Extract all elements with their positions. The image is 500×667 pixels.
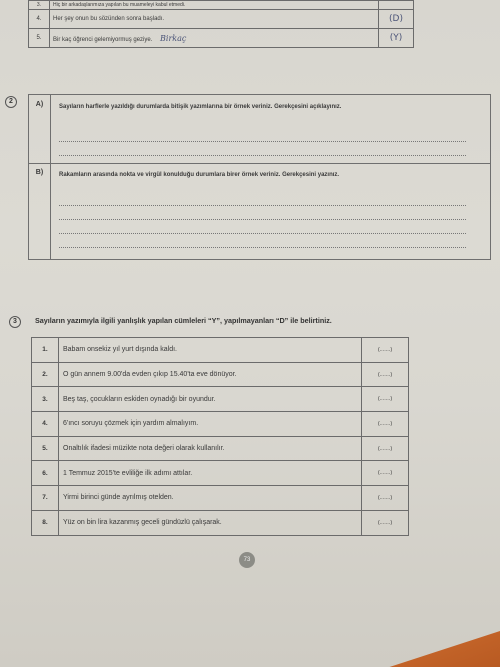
page-number: 73: [239, 552, 255, 568]
table-row: [32, 412, 409, 437]
table-row: [29, 29, 414, 48]
answer-blank: (.......): [362, 362, 409, 387]
answer-blank: (.......): [362, 486, 409, 511]
row-number: 5.: [32, 436, 59, 461]
answer-line: [59, 233, 466, 234]
answer-blank: (.......): [362, 338, 409, 363]
part-question-text: Rakamların arasında nokta ve virgül konulduğu durumlara birer örnek veriniz. Gerekçesini yazınız.: [59, 172, 340, 178]
question3-title: Sayıların yazımıyla ilgili yanlışlık yapılan cümleleri “Y”, yapılmayanları “D” ile belirtiniz.: [35, 316, 332, 325]
handwritten-note: Birkaç: [160, 33, 187, 43]
table-row: [32, 362, 409, 387]
answer-blank: (.......): [362, 461, 409, 486]
row-text: Bir kaç öğrenci gelemiyormuş geziye.: [53, 36, 153, 43]
table-row: [32, 338, 409, 363]
row-text: Beş taş, çocukların eskiden oynadığı bir oyundur.: [59, 387, 362, 412]
row-number: 4.: [32, 412, 59, 437]
answer-blank: (.......): [362, 510, 409, 535]
row-number: 1.: [32, 338, 59, 363]
top-table: [28, 0, 414, 48]
row-text-cell: [50, 29, 379, 48]
part-question-text: Sayıların harflerle yazıldığı durumlarda bitişik yazımlarına bir örnek veriniz. Gerekçesini açıklayınız.: [59, 104, 342, 110]
row-text: O gün annem 9.00'da evden çıkıp 15.40'ta eve dönüyor.: [59, 362, 362, 387]
row-number: 7.: [32, 486, 59, 511]
row-text: 1 Temmuz 2015'te evliliğe ilk adımı attılar.: [59, 461, 362, 486]
row-text: Hiç bir arkadaşlarımıza yapılan bu muameleyi kabul etmedi.: [50, 1, 379, 10]
answer-line: [59, 141, 466, 142]
question2-part-a: [29, 95, 490, 164]
table-row: [32, 486, 409, 511]
answer-line: [59, 205, 466, 206]
table-row: [32, 461, 409, 486]
row-text: 6'ıncı soruyu çözmek için yardım almalıyım.: [59, 412, 362, 437]
row-answer: [379, 1, 414, 10]
row-number: 6.: [32, 461, 59, 486]
row-number: 5.: [29, 29, 50, 48]
part-label: A): [29, 95, 51, 163]
answer-line: [59, 219, 466, 220]
row-text: Her şey onun bu sözünden sonra başladı.: [50, 10, 379, 29]
row-text: Yirmi birinci günde ayrılmış otelden.: [59, 486, 362, 511]
row-answer: (D): [379, 10, 414, 29]
row-number: 8.: [32, 510, 59, 535]
row-text: Babam onsekiz yıl yurt dışında kaldı.: [59, 338, 362, 363]
table-row: [32, 436, 409, 461]
table-row: [29, 10, 414, 29]
row-number: 4.: [29, 10, 50, 29]
answer-line: [59, 155, 466, 156]
answer-blank: (.......): [362, 412, 409, 437]
question2-box: [28, 94, 491, 260]
question-number-badge: 3: [9, 316, 21, 328]
row-text: Yüz on bin lira kazanmış geceli gündüzlü çalışarak.: [59, 510, 362, 535]
table-row: [32, 510, 409, 535]
question2-part-b: [29, 163, 490, 259]
row-answer: (Y): [379, 29, 414, 48]
answer-line: [59, 247, 466, 248]
table-row: [32, 387, 409, 412]
row-number: 3.: [32, 387, 59, 412]
question3-table: [31, 337, 409, 536]
row-number: 2.: [32, 362, 59, 387]
question-number-badge: 2: [5, 96, 17, 108]
answer-blank: (.......): [362, 436, 409, 461]
row-number: 3.: [29, 1, 50, 10]
part-label: B): [29, 163, 51, 259]
table-row: [29, 1, 414, 10]
answer-blank: (.......): [362, 387, 409, 412]
row-text: Onaltılık ifadesi müzikte nota değeri olarak kullanılır.: [59, 436, 362, 461]
